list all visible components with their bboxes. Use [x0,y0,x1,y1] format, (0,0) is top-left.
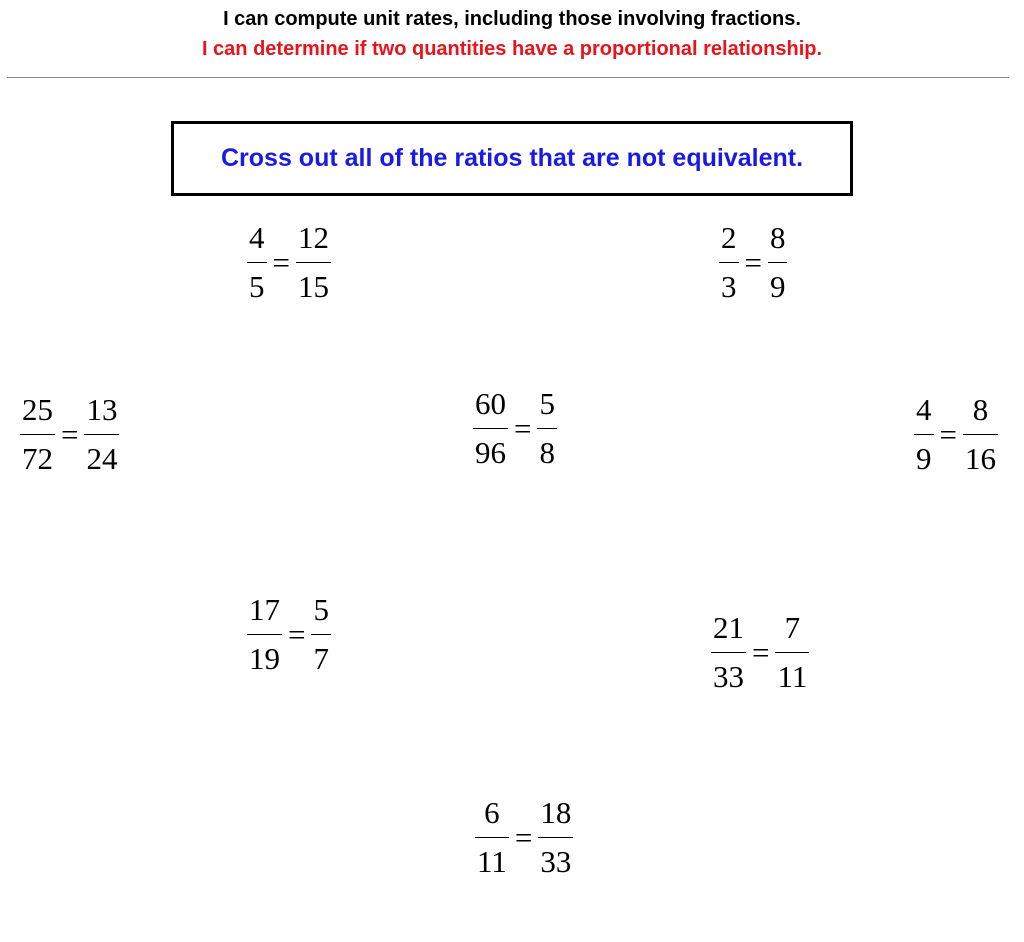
numerator: 12 [297,220,329,255]
right-fraction [84,390,119,479]
left-fraction [247,590,282,679]
right-fraction [768,218,788,307]
denominator: 24 [86,441,118,476]
fraction-bar [538,837,573,838]
equals-sign: = [514,410,532,446]
numerator: 21 [713,610,744,645]
denominator: 11 [477,844,507,879]
right-fraction [963,390,998,479]
fraction-bar [296,262,331,263]
fraction-bar [768,262,788,263]
numerator: 4 [249,220,265,255]
fraction-bar [475,837,509,838]
left-fraction [914,390,934,479]
numerator: 17 [249,592,280,627]
fraction-bar [914,434,934,435]
numerator: 13 [86,392,118,427]
numerator: 6 [484,795,500,830]
denominator: 33 [713,659,744,694]
equals-sign: = [272,244,290,280]
fraction-bar [84,434,119,435]
fraction-bar [20,434,55,435]
denominator: 96 [475,435,506,470]
denominator: 9 [769,269,786,304]
numerator: 5 [539,386,555,421]
left-fraction [711,608,746,697]
denominator: 33 [540,844,572,879]
denominator: 9 [916,441,932,476]
equals-sign: = [61,416,79,452]
ratio-equation[interactable] [473,384,557,473]
ratio-equation[interactable] [247,218,331,307]
left-fraction [247,218,267,307]
right-fraction [537,384,557,473]
ratio-equation[interactable] [914,390,998,479]
numerator: 8 [972,392,989,427]
numerator: 18 [540,795,572,830]
numerator: 60 [475,386,506,421]
fraction-bar [247,634,282,635]
right-fraction [311,590,331,679]
numerator: 2 [721,220,737,255]
ratio-equation[interactable] [475,793,573,882]
instruction-text: Cross out all of the ratios that are not equivalent. [220,144,804,172]
fraction-bar [473,428,508,429]
fraction-bar [719,262,739,263]
fraction-bar [775,652,809,653]
denominator: 15 [297,269,329,304]
equals-sign: = [752,634,770,670]
left-fraction [473,384,508,473]
denominator: 7 [313,641,329,676]
ratio-equation[interactable] [247,590,331,679]
numerator: 7 [784,610,801,645]
ratio-equation[interactable] [711,608,809,697]
numerator: 5 [313,592,329,627]
left-fraction [475,793,509,882]
denominator: 19 [249,641,280,676]
denominator: 8 [539,435,555,470]
left-fraction [20,390,55,479]
right-fraction [538,793,573,882]
equals-sign: = [514,819,533,855]
header-divider [7,77,1009,78]
denominator: 72 [22,441,53,476]
fraction-bar [537,428,557,429]
instruction-box [171,121,853,196]
numerator: 4 [916,392,932,427]
left-fraction [719,218,739,307]
numerator: 25 [22,392,53,427]
fraction-bar [711,652,746,653]
fraction-bar [311,634,331,635]
denominator: 16 [964,441,996,476]
ratio-equation[interactable] [20,390,119,479]
denominator: 5 [249,269,265,304]
denominator: 3 [721,269,737,304]
fraction-bar [963,434,998,435]
right-fraction [296,218,331,307]
equals-sign: = [288,616,306,652]
denominator: 11 [777,659,808,694]
fraction-bar [247,262,267,263]
equals-sign: = [744,244,762,280]
ratio-equation[interactable] [719,218,787,307]
learning-objective-1: I can compute unit rates, including those involving fractions. [223,8,801,30]
numerator: 8 [769,220,786,255]
equals-sign: = [939,416,957,452]
right-fraction [775,608,809,697]
learning-objective-2: I can determine if two quantities have a proportional relationship. [201,38,823,60]
